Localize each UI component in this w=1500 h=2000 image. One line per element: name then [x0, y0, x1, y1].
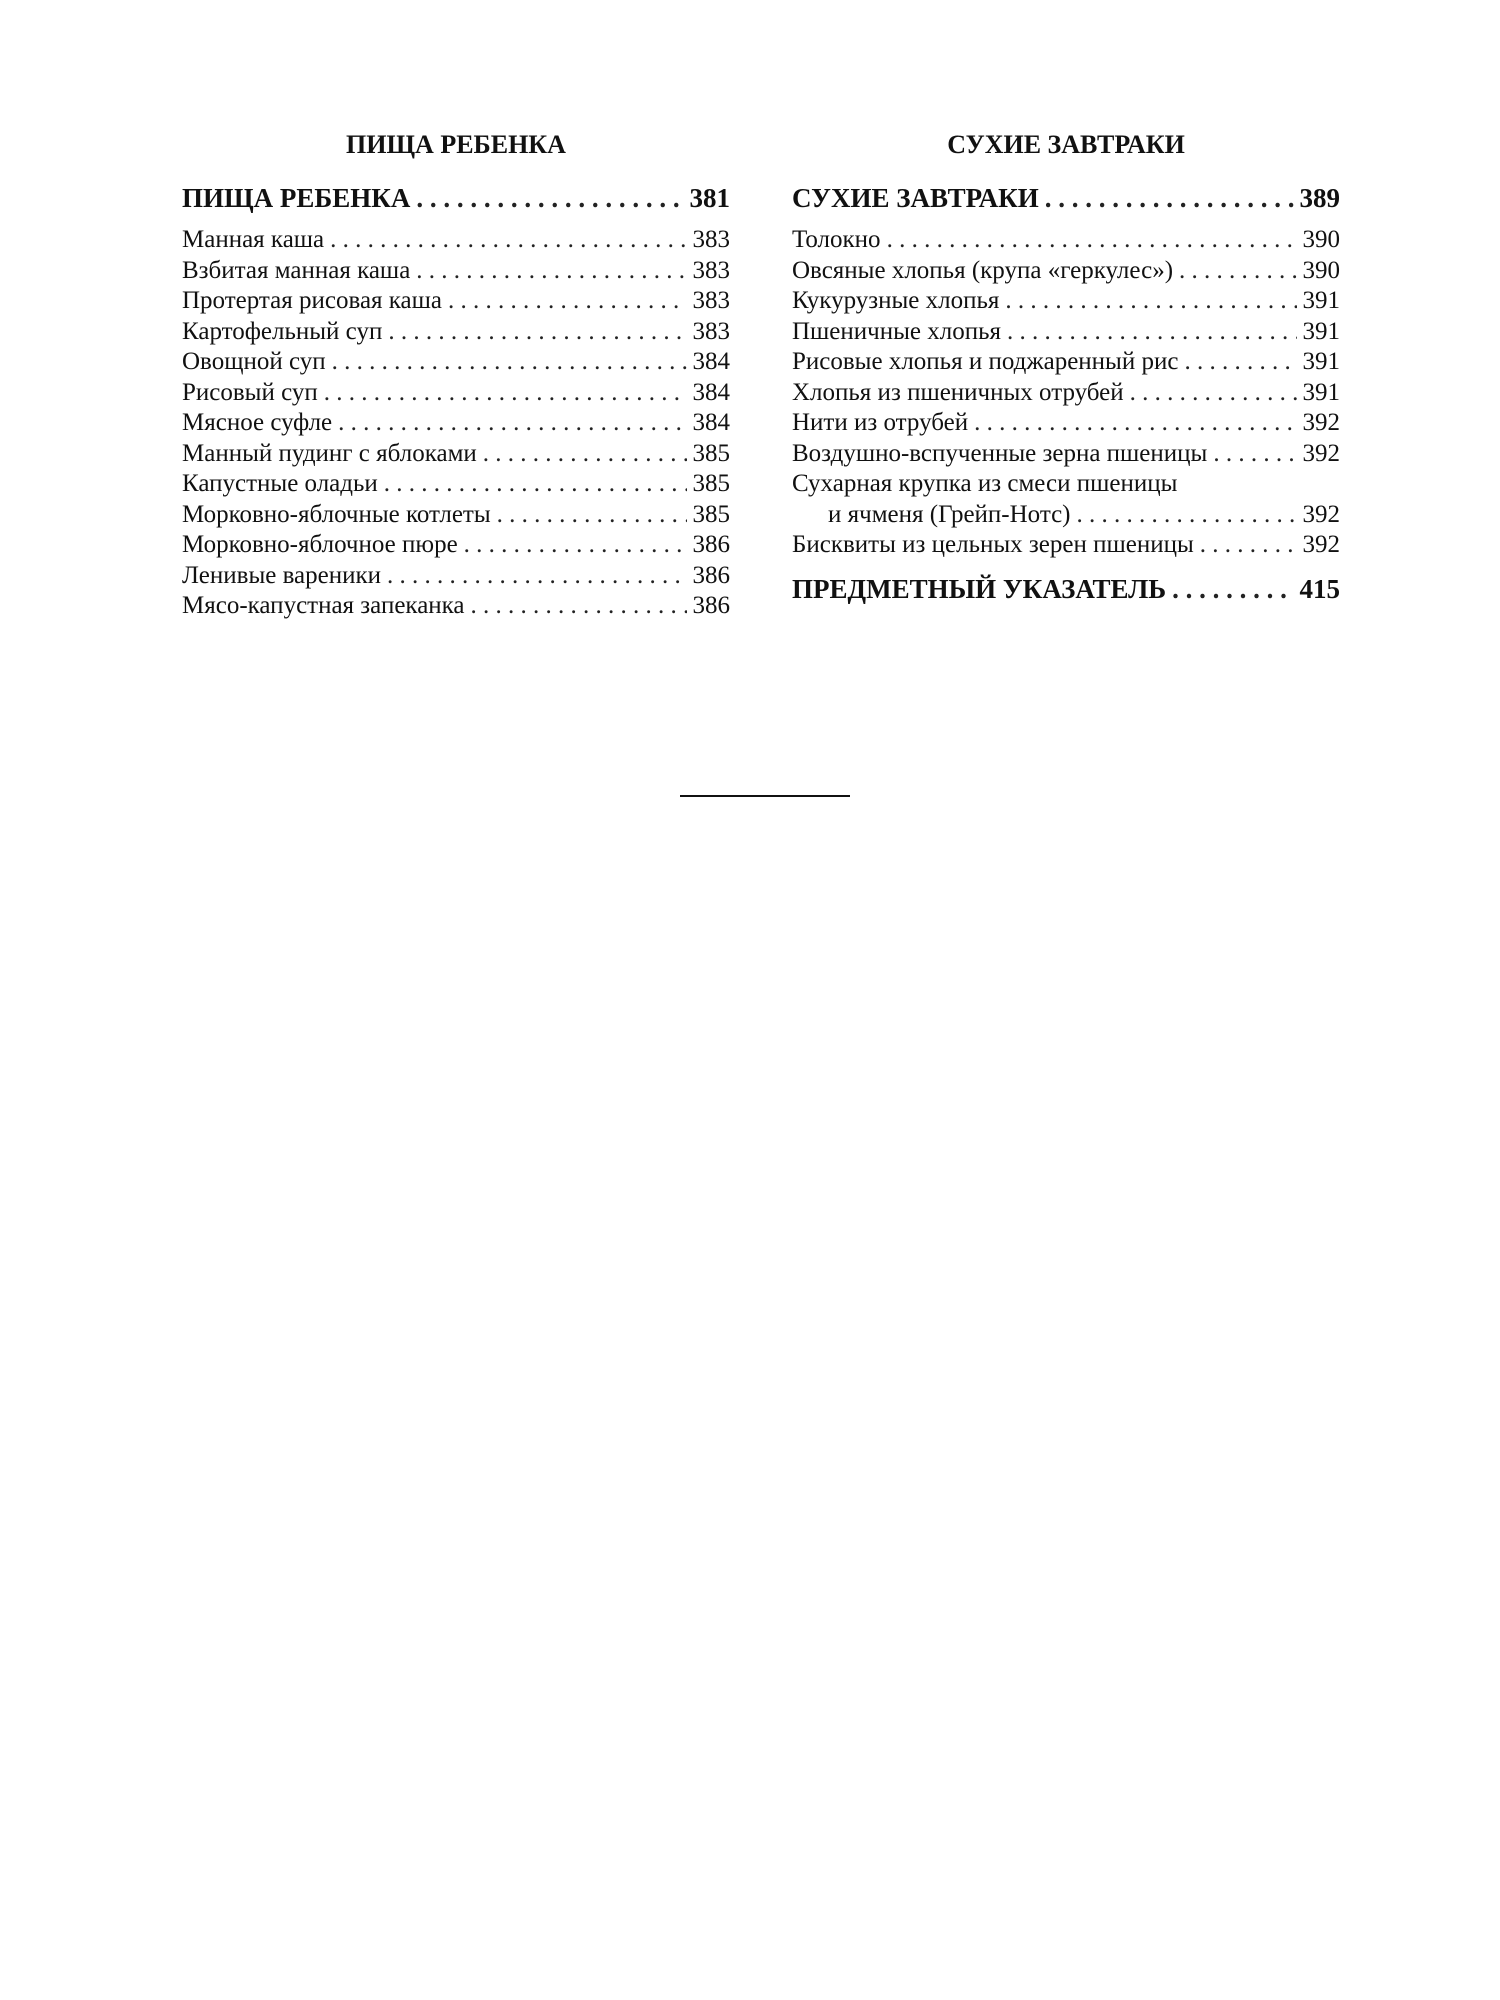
toc-entry-label: Овсяные хлопья (крупа «геркулес»): [792, 256, 1174, 284]
toc-column-dry-breakfasts: [792, 130, 1340, 605]
toc-entry-page: 383: [692, 256, 730, 284]
toc-entry-label: Толокно: [792, 226, 881, 253]
toc-entry-label: Манная каша: [182, 226, 325, 253]
toc-entry-page: 386: [692, 561, 730, 589]
toc-entry-section[interactable]: [792, 573, 1340, 605]
toc-entry[interactable]: [792, 256, 1340, 287]
toc-entry[interactable]: [792, 530, 1340, 561]
dot-leader: [448, 286, 687, 317]
dot-leader: [483, 439, 687, 470]
toc-entry-page: 392: [1302, 409, 1340, 436]
toc-entry-label: Рисовые хлопья и поджаренный рис: [792, 348, 1179, 375]
dot-leader: [1005, 286, 1296, 317]
toc-entry-label: Нити из отрубей: [792, 409, 969, 436]
dot-leader: [330, 225, 686, 256]
toc-entry[interactable]: [792, 408, 1340, 439]
toc-entry[interactable]: [792, 500, 1340, 531]
toc-entry-page: 385: [692, 439, 730, 467]
toc-entry[interactable]: [792, 378, 1340, 409]
toc-entry[interactable]: [182, 439, 730, 470]
toc-entry-label: Пшеничные хлопья: [792, 317, 1002, 345]
toc-entry[interactable]: [182, 286, 730, 317]
toc-entry-page: 390: [1302, 256, 1340, 284]
dot-leader: [1200, 530, 1297, 561]
dot-leader: [974, 408, 1296, 439]
toc-entry-page: 392: [1302, 531, 1340, 558]
end-rule-divider: [680, 795, 850, 797]
dot-leader: [1172, 573, 1293, 605]
toc-entry-label-first-line[interactable]: Сухарная крупка из смеси пшеницы: [792, 470, 1178, 497]
toc-entry-page: 384: [692, 348, 730, 375]
toc-entry-label: ПРЕДМЕТНЫЙ УКАЗАТЕЛЬ: [792, 573, 1167, 604]
toc-entry[interactable]: [182, 469, 730, 500]
toc-entry-section[interactable]: [792, 182, 1340, 214]
dot-leader: [416, 256, 686, 287]
toc-entry-page: 386: [692, 592, 730, 619]
toc-entry[interactable]: [792, 317, 1340, 348]
dot-leader: [387, 561, 686, 592]
dot-leader: [388, 317, 686, 348]
toc-entry-label: ПИЩА РЕБЕНКА: [182, 183, 411, 213]
toc-entry-label: Хлопья из пшеничных отрубей: [792, 378, 1124, 406]
dot-leader: [1184, 347, 1296, 378]
toc-entry-page: 383: [692, 317, 730, 345]
dot-leader: [1045, 182, 1294, 214]
toc-entry-page: 391: [1302, 348, 1340, 375]
toc-entry-label: СУХИЕ ЗАВТРАКИ: [792, 183, 1039, 213]
dot-leader: [1077, 500, 1297, 531]
toc-entry[interactable]: [182, 317, 730, 348]
toc-column-baby-food: [182, 130, 730, 622]
section-heading: ПИЩА РЕБЕНКА: [346, 130, 566, 159]
dot-leader: [1130, 378, 1297, 409]
dot-leader: [332, 347, 687, 378]
toc-entry-page: 391: [1302, 317, 1340, 345]
toc-entry-label: Бисквиты из цельных зерен пшеницы: [792, 531, 1194, 558]
dot-leader: [1179, 256, 1296, 287]
section-heading: СУХИЕ ЗАВТРАКИ: [947, 130, 1185, 159]
toc-entry-page: 381: [689, 183, 730, 213]
toc-entry-label: Морковно-яблочные котлеты: [182, 500, 491, 528]
toc-entry-page: 383: [692, 226, 730, 253]
dot-leader: [464, 530, 687, 561]
dot-leader: [324, 378, 687, 409]
toc-entry-label: Воздушно-вспученные зерна пшеницы: [792, 439, 1208, 467]
toc-entry-label: Рисовый суп: [182, 378, 318, 406]
toc-entry-page: 383: [692, 287, 730, 314]
toc-entry[interactable]: [182, 408, 730, 439]
toc-entry-page: 386: [692, 531, 730, 558]
toc-entry-page: 384: [692, 378, 730, 406]
toc-entry[interactable]: [182, 256, 730, 287]
toc-entry-label: Взбитая манная каша: [182, 256, 411, 284]
toc-entry-label: и ячменя (Грейп-Нотс): [828, 500, 1071, 528]
toc-entry-label: Ленивые вареники: [182, 561, 382, 589]
toc-entry-page: 389: [1299, 183, 1340, 213]
toc-entry-label: Манный пудинг с яблоками: [182, 439, 477, 467]
toc-entry[interactable]: [792, 286, 1340, 317]
toc-entry-page: 391: [1302, 378, 1340, 406]
toc-entry-label: Кукурузные хлопья: [792, 287, 1000, 314]
toc-entry-page: 392: [1302, 439, 1340, 467]
toc-entry-page: 390: [1302, 226, 1340, 253]
toc-entry-label: Капустные оладьи: [182, 470, 378, 497]
dot-leader: [384, 469, 687, 500]
toc-entry-page: 391: [1302, 287, 1340, 314]
toc-entry-page: 392: [1302, 500, 1340, 528]
dot-leader: [497, 500, 687, 531]
toc-entry-page: 384: [692, 409, 730, 436]
dot-leader: [338, 408, 686, 439]
toc-entry-label: Овощной суп: [182, 348, 326, 375]
toc-entry[interactable]: [182, 347, 730, 378]
toc-entry[interactable]: [182, 561, 730, 592]
toc-entry-page: 385: [692, 470, 730, 497]
dot-leader: [471, 591, 687, 622]
dot-leader: [1007, 317, 1296, 348]
toc-entry-label: Мясное суфле: [182, 409, 333, 436]
dot-leader: [1213, 439, 1296, 470]
dot-leader: [416, 182, 683, 214]
toc-entry-page: 415: [1299, 573, 1340, 604]
toc-entry[interactable]: [792, 347, 1340, 378]
toc-entry-label: Протертая рисовая каша: [182, 287, 442, 314]
toc-entry-label: Морковно-яблочное пюре: [182, 531, 458, 558]
toc-entry[interactable]: [792, 225, 1340, 256]
toc-entry[interactable]: [182, 530, 730, 561]
toc-entry[interactable]: [182, 378, 730, 409]
toc-entry[interactable]: [182, 225, 730, 256]
dot-leader: [887, 225, 1297, 256]
toc-entry-section[interactable]: [182, 182, 730, 214]
toc-entry[interactable]: [792, 439, 1340, 470]
toc-entry-page: 385: [692, 500, 730, 528]
toc-entry[interactable]: [182, 500, 730, 531]
toc-entry-label: Картофельный суп: [182, 317, 383, 345]
toc-entry[interactable]: [182, 591, 730, 622]
toc-entry-label: Мясо-капустная запеканка: [182, 592, 465, 619]
